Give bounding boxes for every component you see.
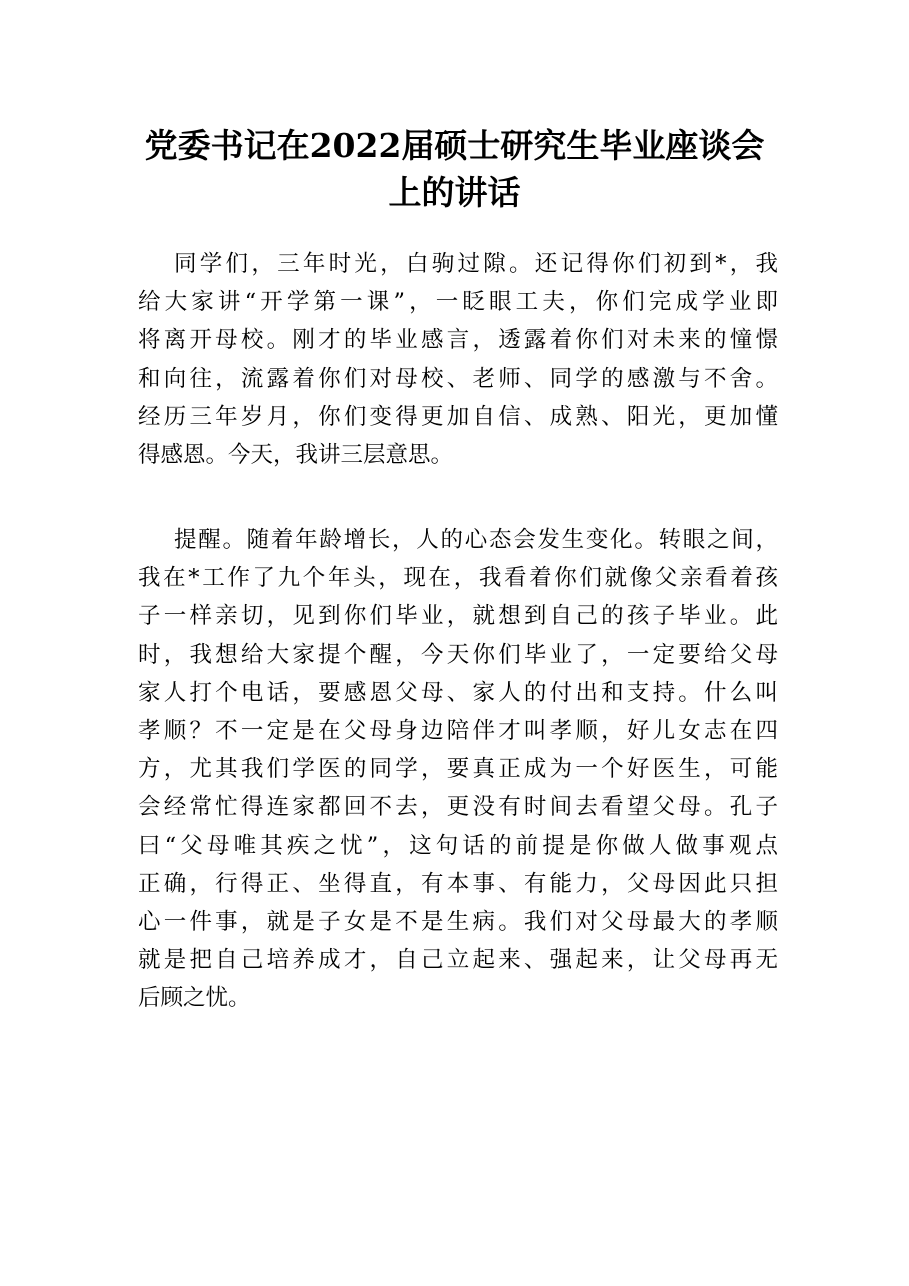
title-line: 党委书记在2022届硕士研究生毕业座谈会 — [144, 126, 765, 165]
paragraph-line: 心一件事，就是子女是不是生病。我们对父母最大的孝顺 — [138, 909, 778, 936]
document-title — [100, 122, 809, 216]
paragraph-opening — [138, 245, 778, 474]
paragraph-line: 将离开母校。刚才的毕业感言，透露着你们对未来的憧憬 — [138, 327, 778, 354]
paragraph-line: 会经常忙得连家都回不去，更没有时间去看望父母。孔子 — [138, 794, 778, 821]
paragraph-line: 子一样亲切，见到你们毕业，就想到自己的孩子毕业。此 — [138, 603, 778, 630]
paragraph-line: 后顾之忧。 — [138, 985, 251, 1012]
paragraph-line: 就是把自己培养成才，自己立起来、强起来，让父母再无 — [138, 947, 778, 974]
paragraph-line: 和向往，流露着你们对母校、老师、同学的感激与不舍。 — [138, 365, 778, 392]
paragraph-line: 我在*工作了九个年头，现在，我看着你们就像父亲看着孩 — [138, 565, 778, 592]
paragraph-reminder — [138, 521, 778, 1018]
title-line: 上的讲话 — [388, 173, 521, 212]
paragraph-line: 正确，行得正、坐得直，有本事、有能力，父母因此只担 — [138, 870, 778, 897]
paragraph-line: 时，我想给大家提个醒，今天你们毕业了，一定要给父母 — [138, 641, 778, 668]
paragraph-line: 经历三年岁月，你们变得更加自信、成熟、阳光，更加懂 — [138, 403, 778, 430]
paragraph-line: 孝顺？不一定是在父母身边陪伴才叫孝顺，好儿女志在四 — [138, 718, 778, 745]
paragraph-line: 提醒。随着年龄增长，人的心态会发生变化。转眼之间， — [174, 527, 778, 553]
paragraph-line: 得感恩。今天，我讲三层意思。 — [138, 442, 454, 469]
paragraph-line: 曰“父母唯其疾之忧”，这句话的前提是你做人做事观点 — [138, 832, 778, 859]
paragraph-line: 家人打个电话，要感恩父母、家人的付出和支持。什么叫 — [138, 679, 778, 706]
paragraph-line: 方，尤其我们学医的同学，要真正成为一个好医生，可能 — [138, 756, 778, 783]
paragraph-line: 给大家讲“开学第一课”，一眨眼工夫，你们完成学业即 — [138, 289, 778, 316]
paragraph-line: 同学们，三年时光，白驹过隙。还记得你们初到*，我 — [174, 251, 778, 277]
